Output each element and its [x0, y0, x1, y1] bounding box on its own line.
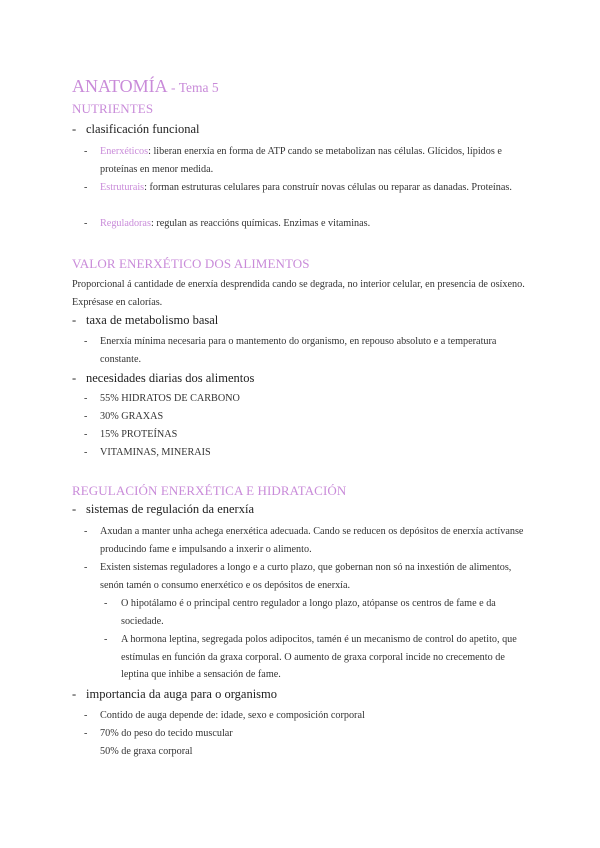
list-item-leptina: - A hormona leptina, segregada polos adipocitos, tamén é un mecanismo de control do apetito, que estímulas en función da graxa corporal. O aumento de graxa corporal incide no crecemento de leptina que inhibe a sensación de fame.	[104, 634, 517, 680]
list-item-proteinas: - 15% PROTEÍNAS	[84, 429, 178, 440]
section-heading-valor: VALOR ENERXÉTICO DOS ALIMENTOS	[72, 256, 310, 271]
list-item-70: - 70% do peso do tecido muscular	[84, 728, 233, 739]
list-item-vitaminas: - VITAMINAS, MINERAIS	[84, 447, 211, 458]
list-item-axudan: - Axudan a manter unha achega enerxética adecuada. Cando se reducen os depósitos de enerxía actívanse producindo fame e impulsando a inxerir o alimento.	[84, 526, 524, 555]
section-heading-regulacion: REGULACIÓN ENERXÉTICA E HIDRATACIÓN	[72, 483, 347, 498]
list-item-graxas: - 30% GRAXAS	[84, 411, 164, 422]
title-main: ANATOMÍA	[72, 76, 168, 96]
list-item-necesidades: - necesidades diarias dos alimentos	[72, 371, 255, 385]
title-subtitle: Tema 5	[178, 80, 219, 95]
list-item-taxa: - taxa de metabolismo basal	[72, 313, 219, 327]
list-item-estruturais: - Estruturais: forman estruturas celulares para construír novas células ou reparar as danadas. Proteínas.	[84, 182, 512, 193]
list-item-hidratos: - 55% HIDRATOS DE CARBONO	[84, 393, 240, 404]
title-separator: -	[167, 80, 179, 95]
list-item-sistemas: - sistemas de regulación da enerxía	[72, 502, 254, 516]
paragraph-valor: Proporcional á cantidade de enerxía desprendida cando se degrada, no interior celular, en presencia de osíxeno. Exprésase en calorías.	[72, 279, 525, 308]
list-item-reguladoras: - Reguladoras: regulan as reaccións químicas. Enzimas e vitaminas.	[84, 218, 371, 229]
list-item-contido: - Contido de auga depende de: idade, sexo e composición corporal	[84, 710, 365, 721]
list-item-hipotalamo: - O hipotálamo é o principal centro regulador a longo plazo, atópanse os centros de fame e da sociedade.	[104, 598, 496, 627]
list-item-importancia: - importancia da auga para o organismo	[72, 687, 278, 701]
list-item-clasificacion: - clasificación funcional	[72, 122, 200, 136]
list-item-50: 50% de graxa corporal	[100, 746, 193, 757]
list-item-taxa-detail: - Enerxía mínima necesaria para o mantemento do organismo, en repouso absoluto e a temperatura constante.	[84, 336, 497, 365]
list-item-existen: - Existen sistemas reguladores a longo e a curto plazo, que gobernan non só na inxestión de alimentos, senón tamén o consumo enerxético e os depósitos de enerxía.	[84, 562, 512, 591]
page-title	[72, 76, 219, 97]
list-item-enerxeticos: - Enerxéticos: liberan enerxía en forma de ATP cando se metabolizan nas células. Glícidos, lípidos e proteínas en menor medida.	[84, 146, 502, 175]
section-heading-nutrientes: NUTRIENTES	[72, 101, 154, 116]
